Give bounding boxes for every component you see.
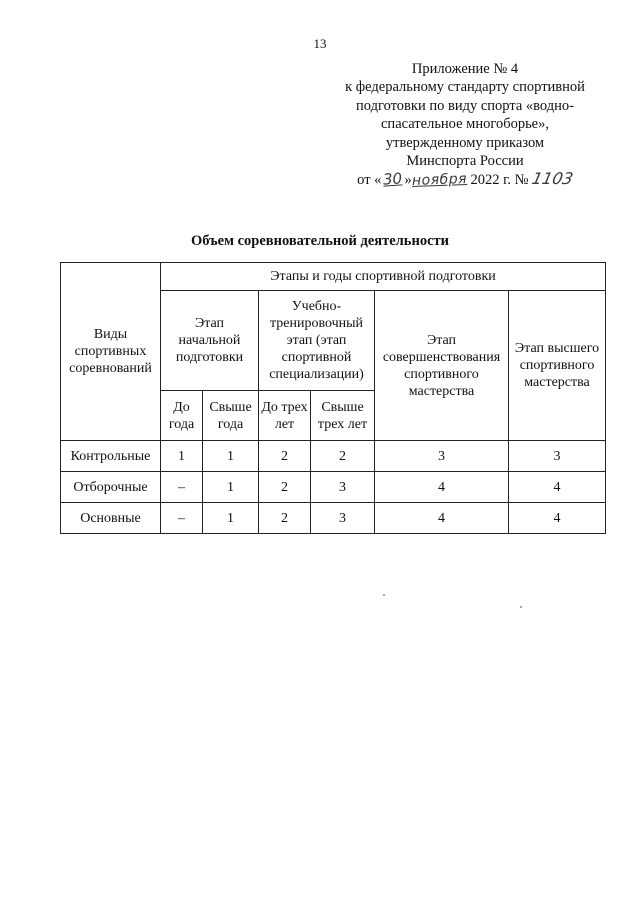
table-cell: 1 xyxy=(203,472,259,503)
table-cell: 1 xyxy=(161,441,203,472)
appendix-line: подготовки по виду спорта «водно- xyxy=(356,97,574,114)
page-number: 13 xyxy=(313,36,327,51)
table-cell: 4 xyxy=(375,472,509,503)
competition-volume-table xyxy=(60,262,606,534)
date-year: 2022 г. № xyxy=(470,172,529,189)
sub-header-training-2: Свыше трех лет xyxy=(311,391,375,441)
scan-speck xyxy=(520,606,522,608)
table-cell: 2 xyxy=(259,441,311,472)
appendix-block xyxy=(330,60,600,190)
row-label: Отборочные xyxy=(61,472,161,503)
table-cell: – xyxy=(161,503,203,534)
table-cell: 3 xyxy=(509,441,606,472)
table-cell: 2 xyxy=(311,441,375,472)
stage-highest-header: Этап высшего спортивного мастерства xyxy=(509,291,606,441)
row-label: Контрольные xyxy=(61,441,161,472)
table-cell: 2 xyxy=(259,472,311,503)
appendix-line: утвержденному приказом xyxy=(385,134,545,151)
appendix-date-line xyxy=(330,170,600,189)
table-row xyxy=(61,503,606,534)
table-cell: 4 xyxy=(509,503,606,534)
handwritten-day: 30 xyxy=(382,169,404,190)
group-header: Этапы и годы спортивной подготовки xyxy=(161,263,606,291)
date-prefix: от « xyxy=(357,172,382,189)
appendix-line: Приложение № 4 xyxy=(411,61,519,77)
scan-speck xyxy=(383,594,385,596)
table-cell: 3 xyxy=(311,472,375,503)
appendix-line: к федеральному стандарту спортивной xyxy=(345,79,585,96)
appendix-line: Минспорта России xyxy=(406,153,524,170)
row-label: Основные xyxy=(61,503,161,534)
appendix-line: спасательное многоборье», xyxy=(381,116,549,133)
date-sep: » xyxy=(404,172,412,189)
table-cell: – xyxy=(161,472,203,503)
sub-header-training-1: До трех лет xyxy=(259,391,311,441)
table-cell: 2 xyxy=(259,503,311,534)
corner-header: Виды спортивных соревнований xyxy=(61,263,161,441)
stage-training-header: Учебно-тренировочный этап (этап спортивной специализации) xyxy=(259,291,375,391)
table-row xyxy=(61,441,606,472)
document-title: Объем соревновательной деятельности xyxy=(191,233,449,249)
table-cell: 3 xyxy=(375,441,509,472)
table-cell: 1 xyxy=(203,503,259,534)
table-cell: 1 xyxy=(203,441,259,472)
handwritten-month: ноября xyxy=(411,171,468,190)
handwritten-order-number: 1103 xyxy=(530,169,576,189)
table-cell: 4 xyxy=(375,503,509,534)
sub-header-initial-1: До года xyxy=(161,391,203,441)
sub-header-initial-2: Свыше года xyxy=(203,391,259,441)
stage-improvement-header: Этап совершенствования спортивного мастерства xyxy=(375,291,509,441)
table-cell: 3 xyxy=(311,503,375,534)
table-cell: 4 xyxy=(509,472,606,503)
table-row xyxy=(61,472,606,503)
stage-initial-header: Этап начальной подготовки xyxy=(161,291,259,391)
